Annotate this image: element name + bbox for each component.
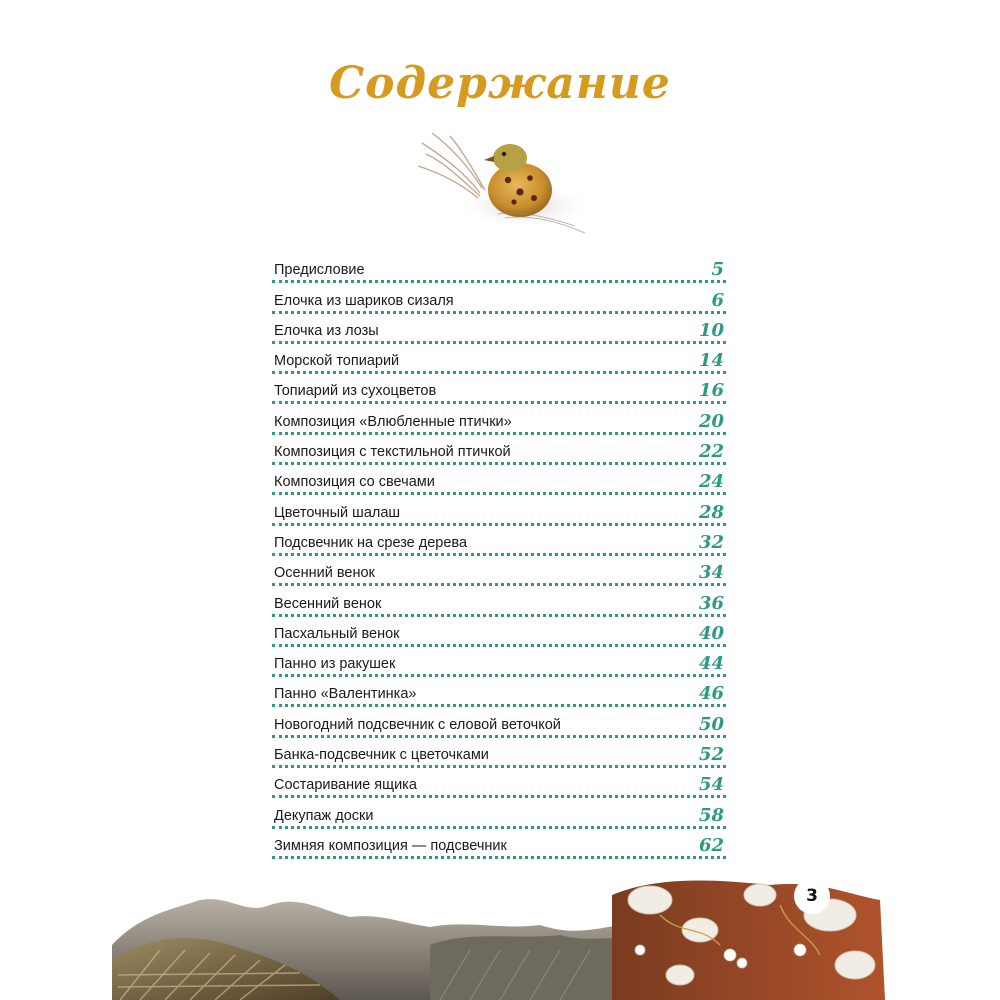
toc-entry-page: 46 <box>698 683 724 705</box>
toc-entry-title: Панно «Валентинка» <box>274 686 417 703</box>
table-of-contents <box>272 253 726 859</box>
toc-entry-title: Состаривание ящика <box>274 777 417 794</box>
toc-entry[interactable] <box>272 556 726 586</box>
toc-entry-page: 10 <box>698 319 724 341</box>
toc-entry-title: Пасхальный венок <box>274 625 400 642</box>
toc-entry-page: 16 <box>698 380 724 402</box>
toc-entry-title: Панно из ракушек <box>274 656 396 673</box>
page-title: Содержание <box>329 58 671 109</box>
toc-entry[interactable] <box>272 435 726 465</box>
toc-entry-page: 14 <box>698 350 724 372</box>
toc-entry-page: 62 <box>698 834 724 856</box>
toc-entry-page: 34 <box>698 562 724 584</box>
toc-entry[interactable] <box>272 374 726 404</box>
toc-entry[interactable] <box>272 283 726 313</box>
toc-entry-title: Предисловие <box>274 262 365 279</box>
toc-entry[interactable] <box>272 526 726 556</box>
toc-entry-title: Осенний венок <box>274 565 375 582</box>
toc-entry[interactable] <box>272 707 726 737</box>
toc-entry[interactable] <box>272 404 726 434</box>
toc-entry-page: 24 <box>698 471 724 493</box>
toc-entry[interactable] <box>272 617 726 647</box>
toc-entry-title: Банка-подсвечник с цветочками <box>274 747 489 764</box>
toc-entry-page: 22 <box>698 441 724 463</box>
craft-collage-image <box>0 855 1000 1000</box>
toc-entry-page: 40 <box>698 622 724 644</box>
toc-entry-title: Декупаж доски <box>274 807 374 824</box>
toc-entry-title: Зимняя композиция — подсвечник <box>274 837 507 854</box>
toc-entry[interactable] <box>272 647 726 677</box>
toc-entry-page: 28 <box>698 501 724 523</box>
toc-entry[interactable] <box>272 253 726 283</box>
toc-entry[interactable] <box>272 495 726 525</box>
toc-entry[interactable] <box>272 768 726 798</box>
toc-entry[interactable] <box>272 798 726 828</box>
toc-entry-page: 54 <box>698 774 724 796</box>
toc-entry-page: 5 <box>711 259 724 281</box>
toc-entry-page: 32 <box>698 531 724 553</box>
toc-entry-title: Морской топиарий <box>274 353 400 370</box>
toc-entry[interactable] <box>272 677 726 707</box>
toc-entry-title: Елочка из лозы <box>274 322 379 339</box>
toc-entry-page: 58 <box>698 804 724 826</box>
bird-decoration-icon <box>410 118 610 243</box>
toc-entry[interactable] <box>272 738 726 768</box>
toc-entry-title: Подсвечник на срезе дерева <box>274 534 468 551</box>
toc-entry-page: 36 <box>698 592 724 614</box>
toc-entry-title: Весенний венок <box>274 595 382 612</box>
toc-entry-page: 20 <box>698 410 724 432</box>
toc-entry-title: Композиция «Влюбленные птички» <box>274 413 512 430</box>
toc-entry-title: Елочка из шариков сизаля <box>274 292 454 309</box>
toc-entry-title: Композиция со свечами <box>274 474 435 491</box>
toc-entry[interactable] <box>272 314 726 344</box>
toc-entry[interactable] <box>272 586 726 616</box>
toc-entry[interactable] <box>272 465 726 495</box>
toc-entry-page: 50 <box>698 713 724 735</box>
toc-entry-title: Композиция с текстильной птичкой <box>274 444 511 461</box>
toc-entry-title: Новогодний подсвечник с еловой веточкой <box>274 716 561 733</box>
toc-entry[interactable] <box>272 344 726 374</box>
toc-entry-page: 44 <box>698 653 724 675</box>
page-number: 3 <box>794 878 830 914</box>
toc-entry-page: 52 <box>698 744 724 766</box>
toc-entry-page: 6 <box>711 289 724 311</box>
toc-entry-title: Цветочный шалаш <box>274 504 401 521</box>
toc-entry-title: Топиарий из сухоцветов <box>274 383 437 400</box>
